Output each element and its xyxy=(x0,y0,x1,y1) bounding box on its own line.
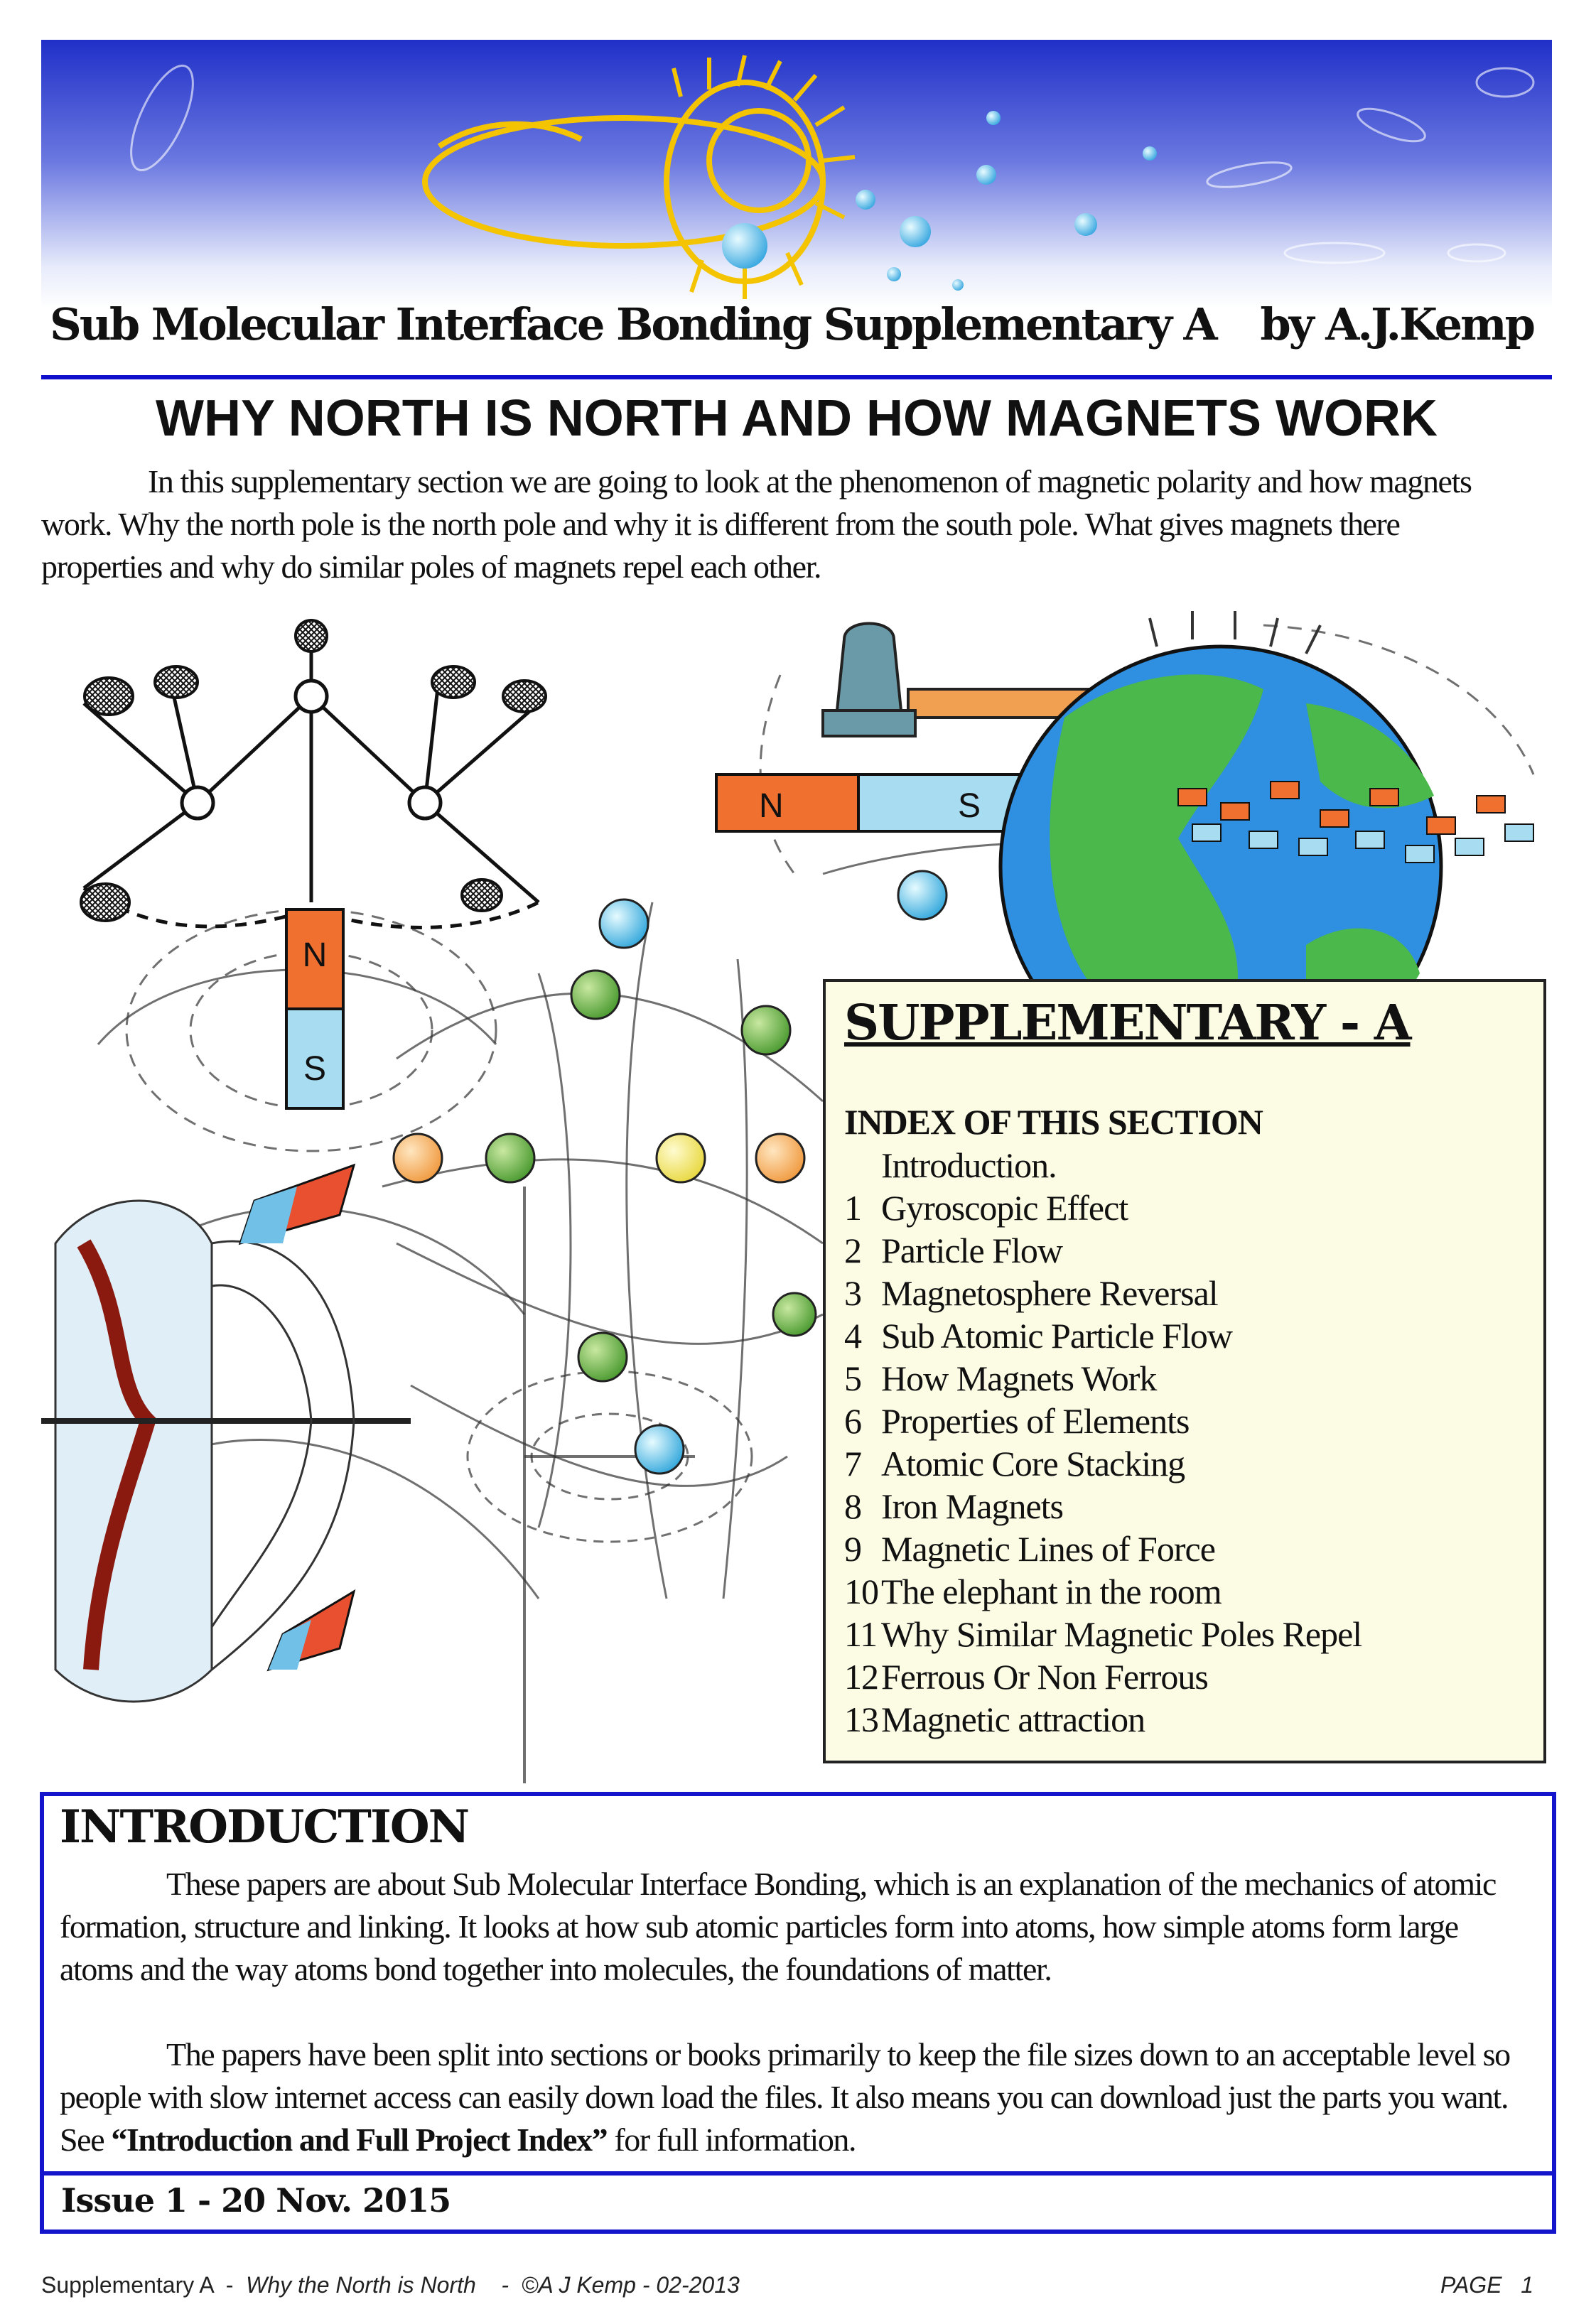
magnet-north-label: N xyxy=(302,936,328,974)
page-number: PAGE 1 xyxy=(1440,2272,1533,2298)
index-item[interactable]: 2 Particle Flow xyxy=(844,1231,1063,1270)
project-index-reference: “Introduction and Full Project Index” xyxy=(111,2122,608,2158)
page-headline: WHY NORTH IS NORTH AND HOW MAGNETS WORK xyxy=(156,390,1438,447)
issue-panel xyxy=(40,2171,1556,2234)
author: by A.J.Kemp xyxy=(1260,298,1533,350)
header-banner-image xyxy=(41,40,1552,308)
introduction-paragraph-2: The papers have been split into sections or books primarily to keep the file sizes down to an acceptable level so people with slow internet access can easily down load the files. It also means you can download just the parts you want. See “Introduction and Full Project Index” for full information. xyxy=(60,2036,1510,2158)
document-title: Sub Molecular Interface Bonding Supplementary A xyxy=(50,298,1216,350)
index-item[interactable]: Introduction. xyxy=(881,1145,1057,1185)
index-list xyxy=(844,1144,1362,1741)
index-heading: SUPPLEMENTARY - A xyxy=(844,995,1411,1052)
bar-magnet-south-label: S xyxy=(958,787,981,825)
section-index-panel xyxy=(823,979,1546,1763)
footer-left: Supplementary A - Why the North is North - ©A J Kemp - 02-2013 xyxy=(41,2272,740,2298)
index-item[interactable]: 7 Atomic Core Stacking xyxy=(844,1444,1185,1483)
index-item[interactable]: 10The elephant in the room xyxy=(844,1572,1222,1611)
introduction-paragraph-1: These papers are about Sub Molecular Interface Bonding, which is an explanation of the mechanics of atomic formation, structure and linking. It looks at how sub atomic particles form into atoms, how simple atoms form large atoms and the way atoms bond together into molecules, the foundations of matter. xyxy=(60,1866,1497,1987)
index-item[interactable]: 11 Why Similar Magnetic Poles Repel xyxy=(844,1614,1362,1654)
introduction-title: INTRODUCTION xyxy=(60,1800,469,1854)
issue-label: Issue 1 - 20 Nov. 2015 xyxy=(61,2181,451,2220)
index-item[interactable]: 13Magnetic attraction xyxy=(844,1699,1145,1739)
bar-magnet-north-label: N xyxy=(759,787,784,825)
index-item[interactable]: 3 Magnetosphere Reversal xyxy=(844,1273,1218,1313)
intro-paragraph: In this supplementary section we are going to look at the phenomenon of magnetic polarity and how magnets work. Why the north pole is the north pole and why it is different from the south pole. What gives magnets there properties and why do similar poles of magnets repel each other. xyxy=(41,463,1472,585)
magnet-south-label: S xyxy=(303,1050,327,1088)
index-item[interactable]: 4 Sub Atomic Particle Flow xyxy=(844,1316,1233,1356)
header-row xyxy=(41,298,1533,369)
index-item[interactable]: 6 Properties of Elements xyxy=(844,1401,1190,1441)
introduction-panel xyxy=(40,1792,1556,2176)
footer-section-name: Why the North is North xyxy=(246,2272,476,2298)
index-item[interactable]: 8 Iron Magnets xyxy=(844,1486,1063,1526)
index-item[interactable]: 1 Gyroscopic Effect xyxy=(844,1188,1128,1228)
index-item[interactable]: 9 Magnetic Lines of Force xyxy=(844,1529,1215,1569)
index-item[interactable]: 5 How Magnets Work xyxy=(844,1358,1157,1398)
index-item[interactable]: 12Ferrous Or Non Ferrous xyxy=(844,1657,1208,1697)
index-subheading: INDEX OF THIS SECTION xyxy=(844,1102,1263,1142)
header-divider xyxy=(41,375,1552,379)
